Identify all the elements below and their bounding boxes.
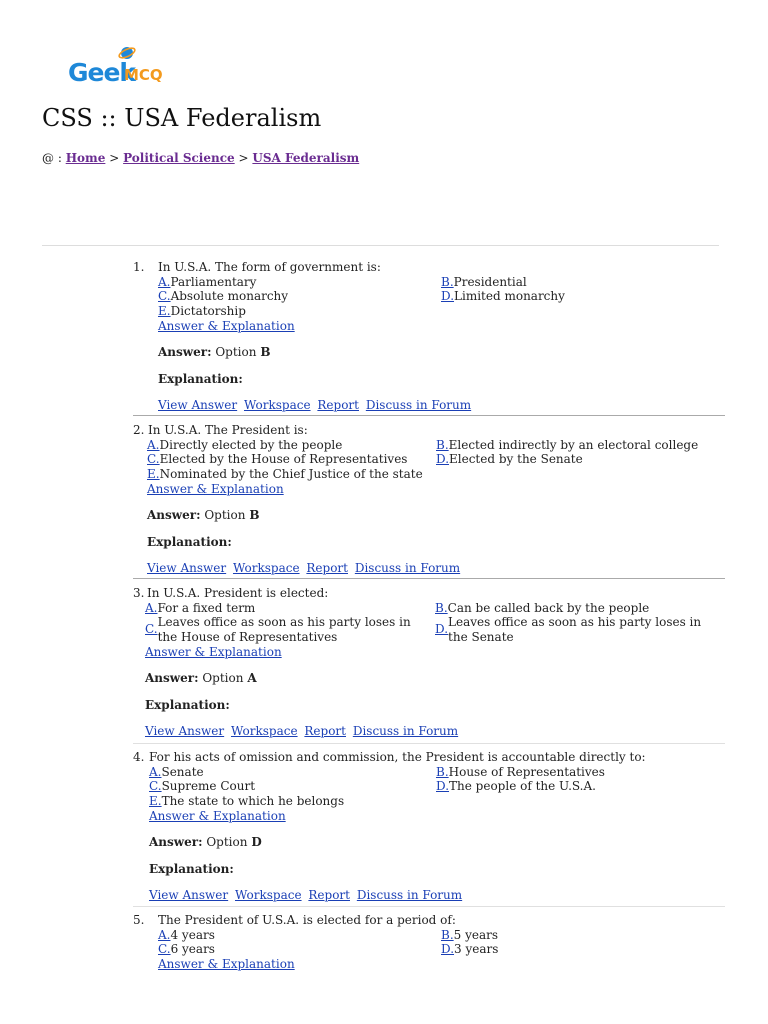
option-text: Elected indirectly by an electoral college bbox=[448, 437, 699, 452]
option-a bbox=[149, 765, 204, 780]
option-text: Senate bbox=[161, 764, 204, 779]
option-d-link[interactable]: D. bbox=[441, 942, 455, 956]
option-e-link[interactable]: E. bbox=[149, 793, 162, 808]
question-actions bbox=[145, 724, 725, 739]
report-link[interactable]: Report bbox=[304, 724, 346, 738]
option-d-link[interactable]: D. bbox=[441, 289, 455, 303]
option-c bbox=[158, 942, 215, 957]
option-text: 5 years bbox=[453, 927, 499, 942]
option-a-link[interactable]: A. bbox=[145, 600, 158, 615]
option-e-link[interactable]: E. bbox=[147, 466, 160, 481]
option-a-link[interactable]: A. bbox=[147, 437, 160, 452]
option-b bbox=[436, 765, 605, 780]
option-b bbox=[436, 438, 698, 453]
option-a bbox=[147, 438, 342, 453]
divider bbox=[133, 415, 725, 416]
question-stem: The President of U.S.A. is elected for a period of: bbox=[158, 913, 456, 927]
option-a bbox=[158, 275, 256, 290]
option-word: Option bbox=[206, 835, 248, 849]
question-actions bbox=[158, 398, 723, 413]
option-text: Supreme Court bbox=[161, 779, 256, 793]
option-b bbox=[441, 928, 498, 943]
question-stem: In U.S.A. The President is: bbox=[148, 423, 308, 437]
logo-text-geek: Geek bbox=[68, 58, 136, 87]
divider bbox=[133, 578, 725, 579]
answer-value: A bbox=[247, 671, 257, 685]
divider bbox=[42, 245, 719, 246]
option-text: Leaves office as soon as his party loses in the Senate bbox=[448, 615, 702, 644]
option-text: For a fixed term bbox=[157, 600, 256, 615]
option-text: 6 years bbox=[170, 942, 215, 956]
answer-line bbox=[145, 671, 725, 686]
option-a-link[interactable]: A. bbox=[158, 274, 171, 289]
report-link[interactable]: Report bbox=[308, 888, 350, 902]
workspace-link[interactable]: Workspace bbox=[232, 561, 300, 575]
logo-text-mcq: MCQ bbox=[124, 66, 163, 84]
option-text: Nominated by the Chief Justice of the state bbox=[159, 466, 423, 481]
view-answer-link[interactable]: View Answer bbox=[147, 561, 227, 575]
breadcrumb-prefix: @ : bbox=[42, 151, 62, 165]
discuss-link[interactable]: Discuss in Forum bbox=[365, 398, 472, 412]
option-text: 3 years bbox=[454, 942, 499, 956]
answer-line bbox=[149, 835, 725, 850]
question-stem: In U.S.A. The form of government is: bbox=[158, 260, 381, 274]
answer-explanation-link[interactable]: Answer & Explanation bbox=[149, 808, 286, 823]
option-word: Option bbox=[215, 345, 257, 359]
question-number: 4. bbox=[133, 750, 145, 764]
option-a-link[interactable]: A. bbox=[149, 764, 162, 779]
option-d bbox=[436, 779, 596, 794]
option-b-link[interactable]: B. bbox=[441, 274, 454, 289]
answer-label: Answer: bbox=[147, 508, 201, 522]
option-d bbox=[436, 452, 583, 467]
option-e-link[interactable]: E. bbox=[158, 303, 171, 318]
answer-explanation-link[interactable]: Answer & Explanation bbox=[145, 644, 282, 659]
option-text: 4 years bbox=[170, 927, 215, 942]
option-c bbox=[147, 452, 407, 467]
divider bbox=[133, 906, 725, 907]
option-b bbox=[441, 275, 527, 290]
option-text: House of Representatives bbox=[448, 764, 605, 779]
option-c bbox=[149, 779, 255, 794]
answer-line bbox=[147, 508, 725, 523]
option-c-link[interactable]: C. bbox=[158, 942, 171, 956]
explanation-label: Explanation: bbox=[147, 534, 232, 549]
option-text: Parliamentary bbox=[170, 274, 257, 289]
option-text: Limited monarchy bbox=[454, 289, 565, 303]
breadcrumb-category-link[interactable]: Political Science bbox=[123, 151, 235, 165]
option-b-link[interactable]: B. bbox=[436, 764, 449, 779]
workspace-link[interactable]: Workspace bbox=[234, 888, 302, 902]
option-text: Elected by the Senate bbox=[449, 452, 583, 466]
question-number: 3. bbox=[133, 586, 145, 600]
option-e bbox=[147, 467, 423, 482]
answer-value: D bbox=[251, 835, 262, 849]
option-e bbox=[149, 794, 344, 809]
answer-value: B bbox=[260, 345, 271, 359]
option-a-link[interactable]: A. bbox=[158, 927, 171, 942]
option-word: Option bbox=[204, 508, 246, 522]
option-c bbox=[145, 615, 413, 644]
option-c-link[interactable]: C. bbox=[147, 452, 160, 466]
page-title: CSS :: USA Federalism bbox=[42, 104, 322, 132]
view-answer-link[interactable]: View Answer bbox=[158, 398, 238, 412]
divider bbox=[133, 743, 725, 744]
question-stem: For his acts of omission and commission, the President is accountable directly to: bbox=[149, 750, 646, 764]
explanation-label: Explanation: bbox=[149, 861, 234, 876]
option-c-link[interactable]: C. bbox=[145, 622, 158, 636]
option-b bbox=[435, 601, 649, 616]
answer-label: Answer: bbox=[145, 671, 199, 685]
answer-explanation-link[interactable]: Answer & Explanation bbox=[147, 481, 284, 496]
breadcrumb-current-link[interactable]: USA Federalism bbox=[252, 151, 360, 165]
explanation-label: Explanation: bbox=[158, 371, 243, 386]
option-d-link[interactable]: D. bbox=[436, 779, 450, 793]
question-number: 2. bbox=[133, 423, 145, 437]
option-text: Dictatorship bbox=[170, 303, 246, 318]
option-text: Leaves office as soon as his party loses in the House of Representatives bbox=[157, 615, 411, 644]
question-number: 5. bbox=[133, 913, 145, 927]
discuss-link[interactable]: Discuss in Forum bbox=[354, 561, 461, 575]
answer-label: Answer: bbox=[158, 345, 212, 359]
view-answer-link[interactable]: View Answer bbox=[145, 724, 225, 738]
option-c-link[interactable]: C. bbox=[149, 779, 162, 793]
option-b-link[interactable]: B. bbox=[435, 600, 448, 615]
question-number: 1. bbox=[133, 260, 145, 274]
option-e bbox=[158, 304, 246, 319]
option-text: Absolute monarchy bbox=[170, 289, 289, 303]
option-d-link[interactable]: D. bbox=[436, 452, 450, 466]
answer-explanation-link[interactable]: Answer & Explanation bbox=[158, 318, 295, 333]
report-link[interactable]: Report bbox=[317, 398, 359, 412]
option-text: Elected by the House of Representatives bbox=[159, 452, 408, 466]
option-d bbox=[435, 615, 718, 644]
discuss-link[interactable]: Discuss in Forum bbox=[356, 888, 463, 902]
option-d-link[interactable]: D. bbox=[435, 622, 449, 636]
option-b-link[interactable]: B. bbox=[436, 437, 449, 452]
option-text: Presidential bbox=[453, 274, 527, 289]
workspace-link[interactable]: Workspace bbox=[230, 724, 298, 738]
report-link[interactable]: Report bbox=[306, 561, 348, 575]
answer-line bbox=[158, 345, 723, 360]
option-a bbox=[158, 928, 215, 943]
option-text: The state to which he belongs bbox=[161, 793, 345, 808]
workspace-link[interactable]: Workspace bbox=[243, 398, 311, 412]
breadcrumb-separator: > bbox=[238, 151, 249, 165]
breadcrumb-home-link[interactable]: Home bbox=[65, 151, 106, 165]
answer-explanation-link[interactable]: Answer & Explanation bbox=[158, 956, 295, 971]
question-stem: In U.S.A. President is elected: bbox=[147, 586, 329, 600]
option-d bbox=[441, 942, 498, 957]
answer-value: B bbox=[249, 508, 260, 522]
discuss-link[interactable]: Discuss in Forum bbox=[352, 724, 459, 738]
breadcrumb-separator: > bbox=[109, 151, 120, 165]
question-actions bbox=[149, 888, 725, 903]
view-answer-link[interactable]: View Answer bbox=[149, 888, 229, 902]
option-c bbox=[158, 289, 288, 304]
option-d bbox=[441, 289, 565, 304]
option-text: The people of the U.S.A. bbox=[449, 779, 596, 793]
site-logo[interactable] bbox=[68, 44, 168, 94]
option-text: Can be called back by the people bbox=[447, 600, 650, 615]
option-a bbox=[145, 601, 255, 616]
answer-label: Answer: bbox=[149, 835, 203, 849]
option-b-link[interactable]: B. bbox=[441, 927, 454, 942]
explanation-label: Explanation: bbox=[145, 697, 230, 712]
option-text: Directly elected by the people bbox=[159, 437, 343, 452]
breadcrumb bbox=[42, 151, 359, 165]
option-c-link[interactable]: C. bbox=[158, 289, 171, 303]
question-actions bbox=[147, 561, 725, 576]
option-word: Option bbox=[202, 671, 244, 685]
